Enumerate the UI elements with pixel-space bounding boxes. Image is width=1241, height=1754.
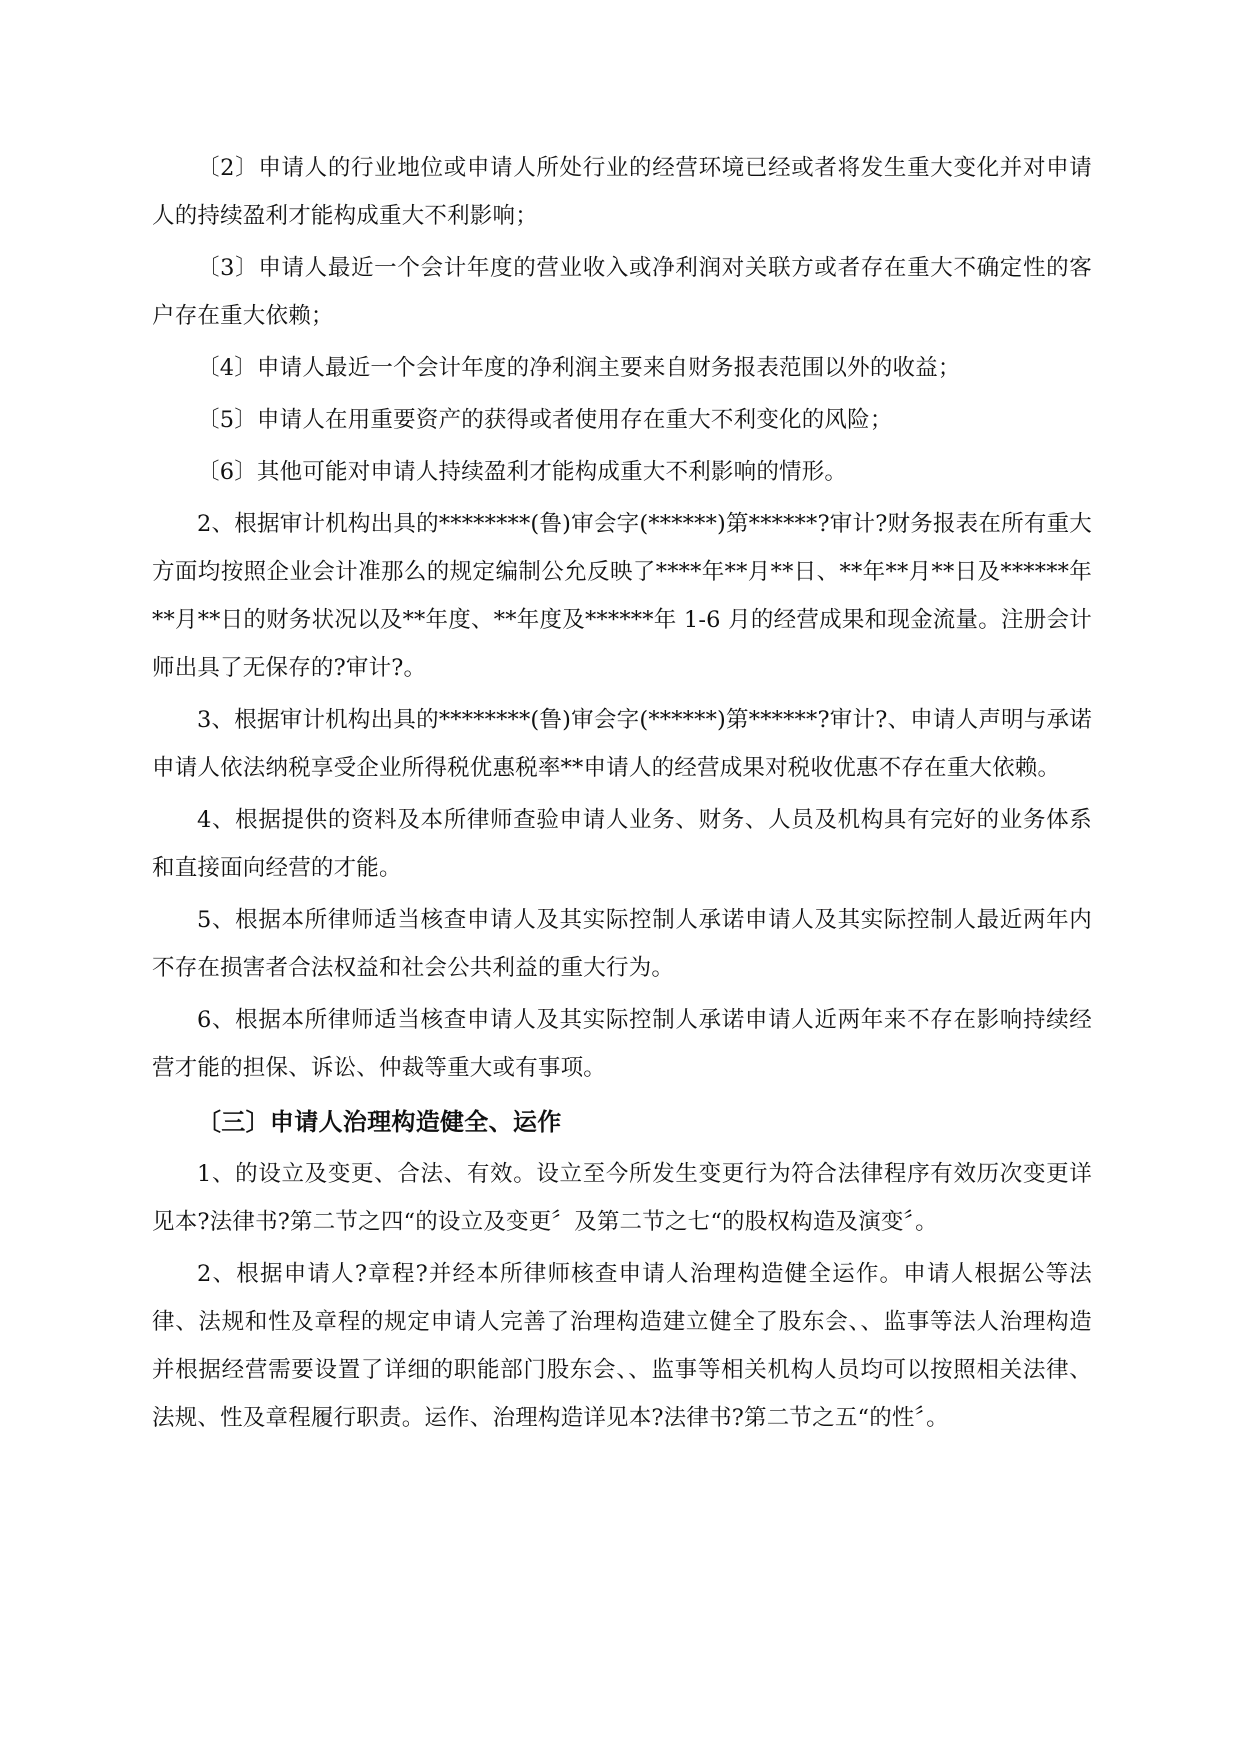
paragraph-item-4: 〔4〕申请人最近一个会计年度的净利润主要来自财务报表范围以外的收益； (197, 355, 961, 381)
paragraph-item-2: 〔2〕申请人的行业地位或申请人所处行业的经营环境已经或者将发生重大变化并对申请人的持续盈利才能构成重大不利影响； (152, 155, 1092, 229)
paragraph-tax-preference: 3、根据审计机构出具的********(鲁)审会字(******)第******?审计?、申请人声明与承诺申请人依法纳税享受企业所得税优惠税率**申请人的经营成果对税收优惠不存在重大依赖。 (152, 707, 1092, 781)
paragraph-item-3: 〔3〕申请人最近一个会计年度的营业收入或净利润对关联方或者存在重大不确定性的客户存在重大依赖； (152, 255, 1092, 329)
paragraph-establishment-changes: 1、的设立及变更、合法、有效。设立至今所发生变更行为符合法律程序有效历次变更详见本?法律书?第二节之四“的设立及变更〞及第二节之七“的股权构造及演变〞。 (152, 1161, 1092, 1235)
paragraph-governance-structure: 2、根据申请人?章程?并经本所律师核查申请人治理构造健全运作。申请人根据公等法律、法规和性及章程的规定申请人完善了治理构造建立健全了股东会、、监事等法人治理构造并根据经营需要设置了详细的职能部门股东会、、监事等相关机构人员均可以按照相关法律、法规、性及章程履行职责。运作、治理构造详见本?法律书?第二节之五“的性〞。 (152, 1261, 1092, 1431)
paragraph-audit-report: 2、根据审计机构出具的********(鲁)审会字(******)第******?审计?财务报表在所有重大方面均按照企业会计准那么的规定编制公允反映了****年**月**日、**年**月**日及******年**月**日的财务状况以及**年度、**年度及******年 1-6 月的经营成果和现金流量。注册会计师出具了无保存的?审计?。 (152, 511, 1092, 681)
paragraph-item-5: 〔5〕申请人在用重要资产的获得或者使用存在重大不利变化的风险； (197, 407, 893, 433)
section-heading: 〔三〕申请人治理构造健全、运作 (197, 1108, 562, 1136)
paragraph-business-system: 4、根据提供的资料及本所律师查验申请人业务、财务、人员及机构具有完好的业务体系和直接面向经营的才能。 (152, 807, 1092, 881)
paragraph-no-contingencies: 6、根据本所律师适当核查申请人及其实际控制人承诺申请人近两年来不存在影响持续经营才能的担保、诉讼、仲裁等重大或有事项。 (152, 1007, 1092, 1081)
document-body (152, 144, 1092, 1446)
paragraph-item-6: 〔6〕其他可能对申请人持续盈利才能构成重大不利影响的情形。 (197, 459, 848, 485)
paragraph-no-major-violations: 5、根据本所律师适当核查申请人及其实际控制人承诺申请人及其实际控制人最近两年内不存在损害者合法权益和社会公共利益的重大行为。 (152, 907, 1092, 981)
